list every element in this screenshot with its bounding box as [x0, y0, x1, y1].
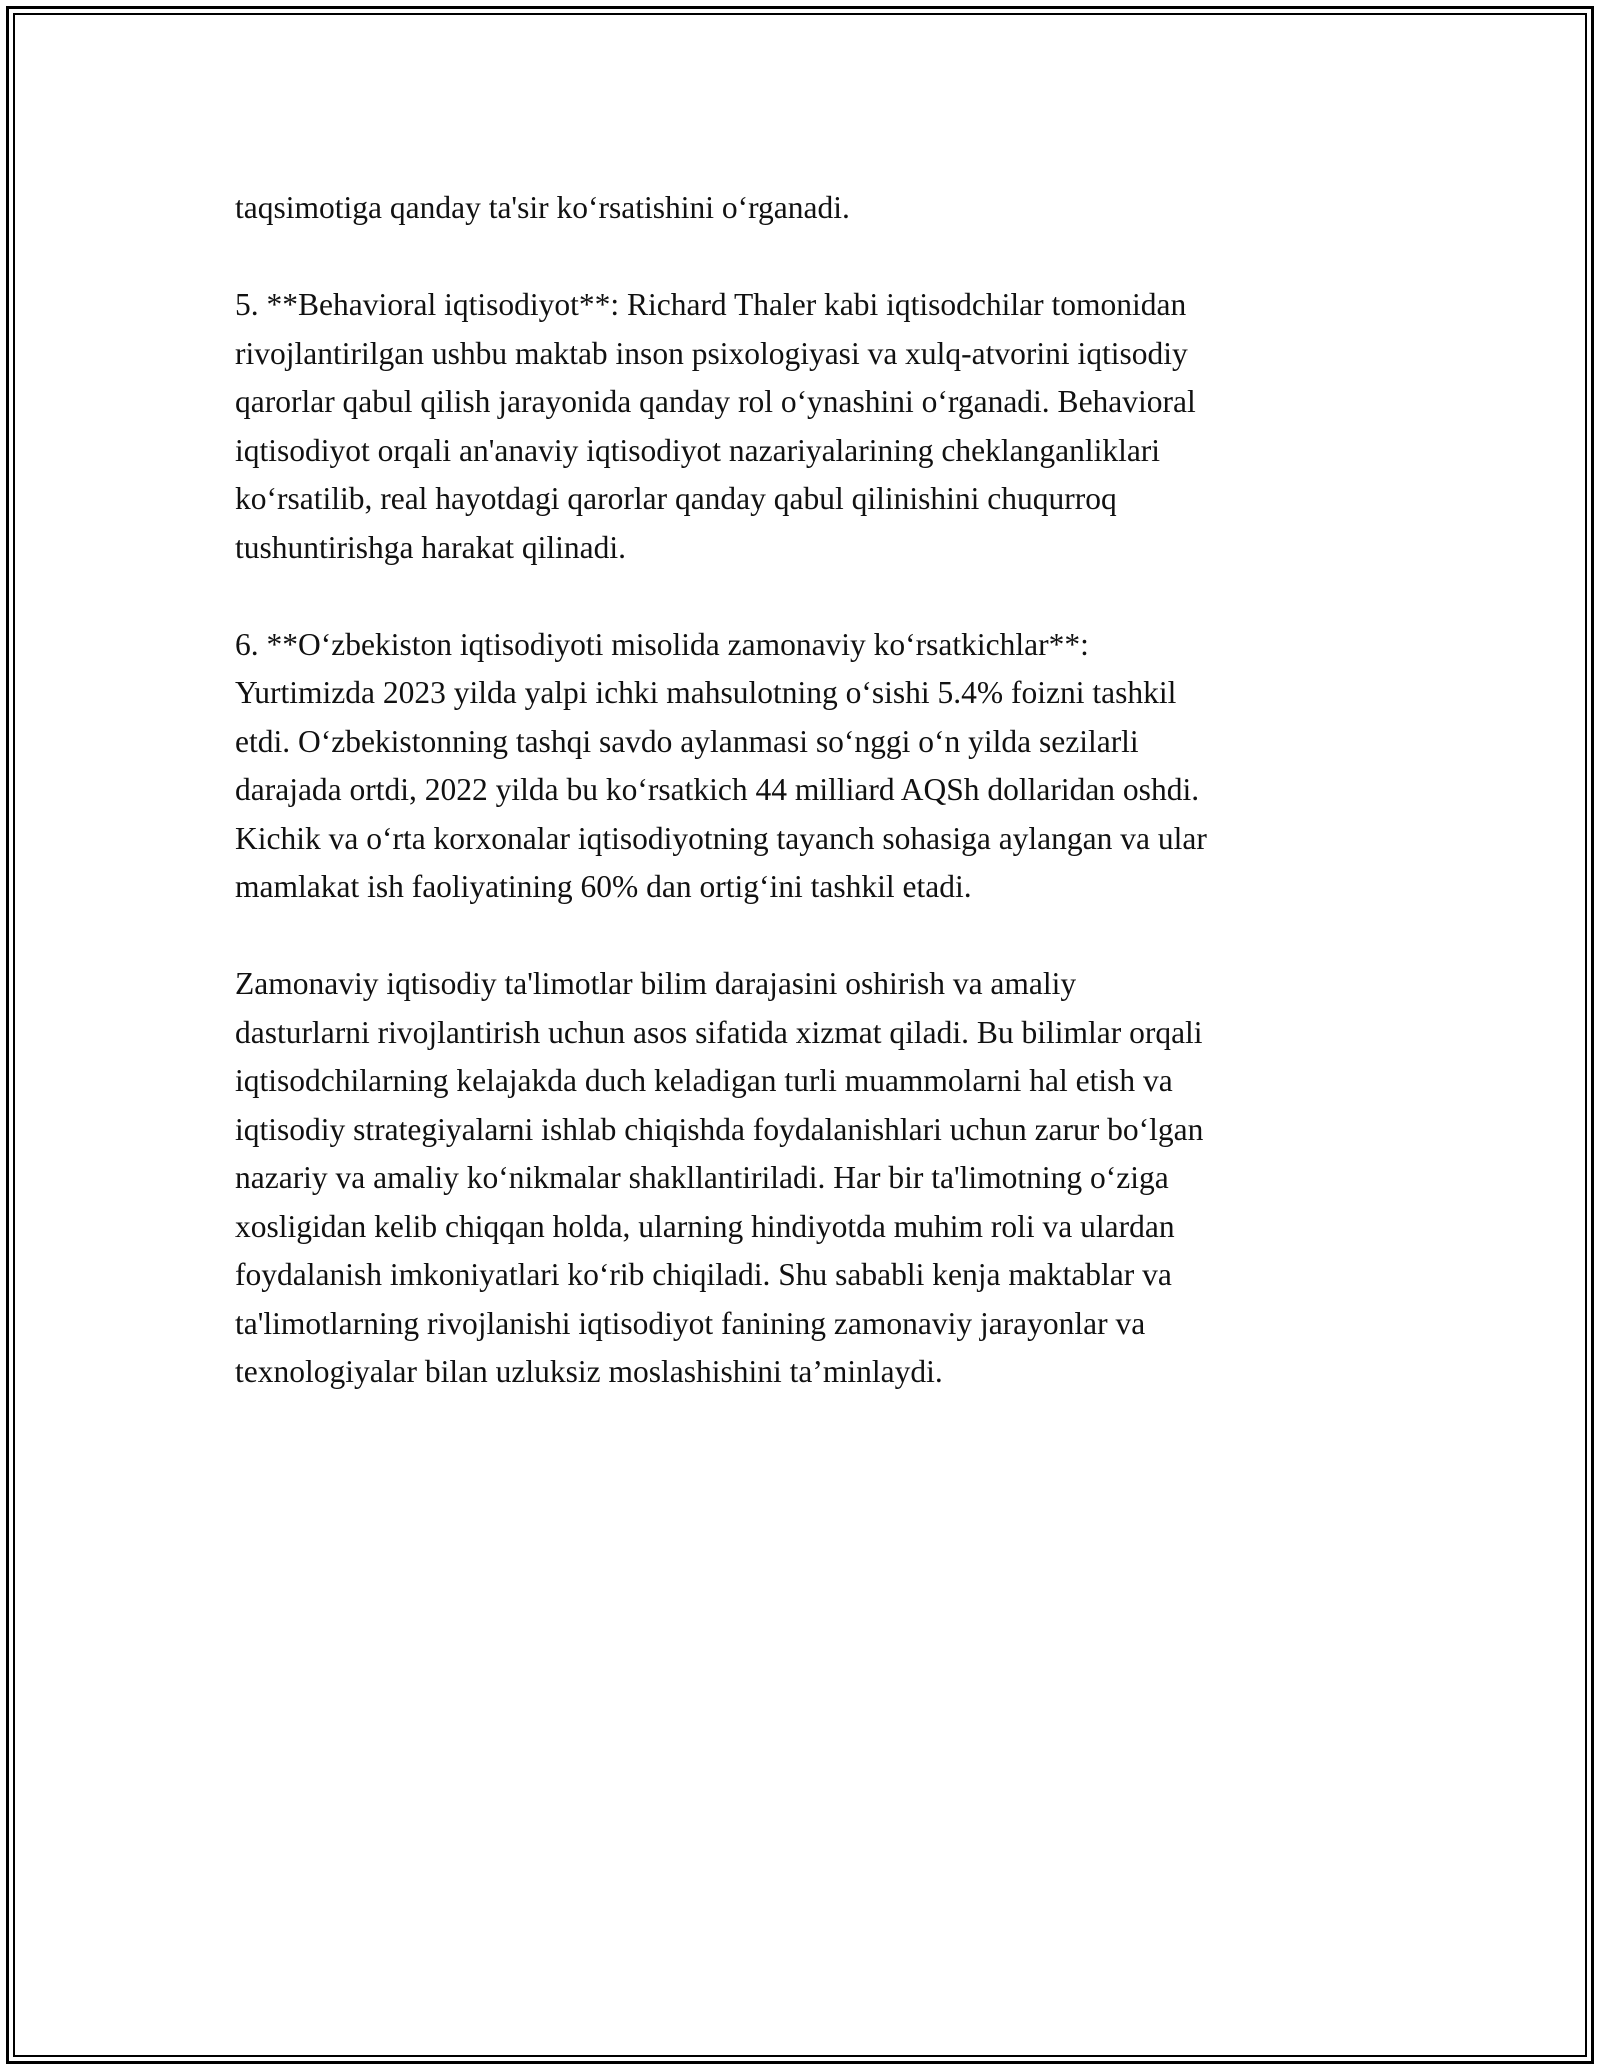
text-line: nazariy va amaliy ko‘nikmalar shakllantiriladi. Har bir ta'limotning o‘ziga: [235, 1160, 1169, 1195]
text-line: iqtisodiyot orqali an'anaviy iqtisodiyot nazariyalarining cheklanganliklari: [235, 432, 1161, 468]
text-line: Zamonaviy iqtisodiy ta'limotlar bilim darajasini oshirish va amaliy: [235, 966, 1077, 1001]
paragraph-spacer: [235, 233, 1385, 282]
paragraph-conclusion: [235, 960, 1385, 1397]
text-line: texnologiyalar bilan uzluksiz moslashishini ta’minlaydi.: [235, 1354, 943, 1389]
document-body: [235, 184, 1385, 1397]
paragraph-continuation: [235, 184, 1385, 233]
text-line: qarorlar qabul qilish jarayonida qanday rol o‘ynashini o‘rganadi. Behavioral: [235, 384, 1196, 419]
text-line: tushuntirishga harakat qilinadi.: [235, 529, 627, 565]
text-line: ta'limotlarning rivojlanishi iqtisodiyot fanining zamonaviy jarayonlar va: [235, 1305, 1146, 1341]
paragraph-spacer: [235, 572, 1385, 621]
text-line: rivojlantirilgan ushbu maktab inson psixologiyasi va xulq-atvorini iqtisodiy: [235, 335, 1188, 371]
paragraph-item-6: [235, 621, 1385, 912]
text-line: 5. **Behavioral iqtisodiyot**: Richard Thaler kabi iqtisodchilar tomonidan: [235, 287, 1187, 322]
text-line: ko‘rsatilib, real hayotdagi qarorlar qanday qabul qilinishini chuqurroq: [235, 481, 1117, 516]
text-line: dasturlarni rivojlantirish uchun asos sifatida xizmat qiladi. Bu bilimlar orqali: [235, 1014, 1203, 1050]
text-line: iqtisodiy strategiyalarni ishlab chiqishda foydalanishlari uchun zarur bo‘lgan: [235, 1111, 1204, 1147]
text-line: Yurtimizda 2023 yilda yalpi ichki mahsulotning o‘sishi 5.4% foizni tashkil: [235, 675, 1177, 710]
paragraph-item-5: [235, 281, 1385, 572]
text-line: foydalanish imkoniyatlari ko‘rib chiqiladi. Shu sababli kenja maktablar va: [235, 1257, 1172, 1292]
text-line: iqtisodchilarning kelajakda duch keladigan turli muammolarni hal etish va: [235, 1063, 1173, 1098]
text-line: taqsimotiga qanday ta'sir ko‘rsatishini o‘rganadi.: [235, 190, 850, 225]
text-line: darajada ortdi, 2022 yilda bu ko‘rsatkich 44 milliard AQSh dollaridan oshdi.: [235, 772, 1200, 807]
text-line: 6. **O‘zbekiston iqtisodiyoti misolida zamonaviy ko‘rsatkichlar**:: [235, 626, 1089, 662]
text-line: Kichik va o‘rta korxonalar iqtisodiyotning tayanch sohasiga aylangan va ular: [235, 820, 1207, 856]
text-line: mamlakat ish faoliyatining 60% dan ortig‘ini tashkil etadi.: [235, 869, 972, 904]
text-line: xosligidan kelib chiqqan holda, ularning hindiyotda muhim roli va ulardan: [235, 1208, 1175, 1244]
paragraph-spacer: [235, 912, 1385, 961]
text-line: etdi. O‘zbekistonning tashqi savdo aylanmasi so‘nggi o‘n yilda sezilarli: [235, 723, 1139, 759]
